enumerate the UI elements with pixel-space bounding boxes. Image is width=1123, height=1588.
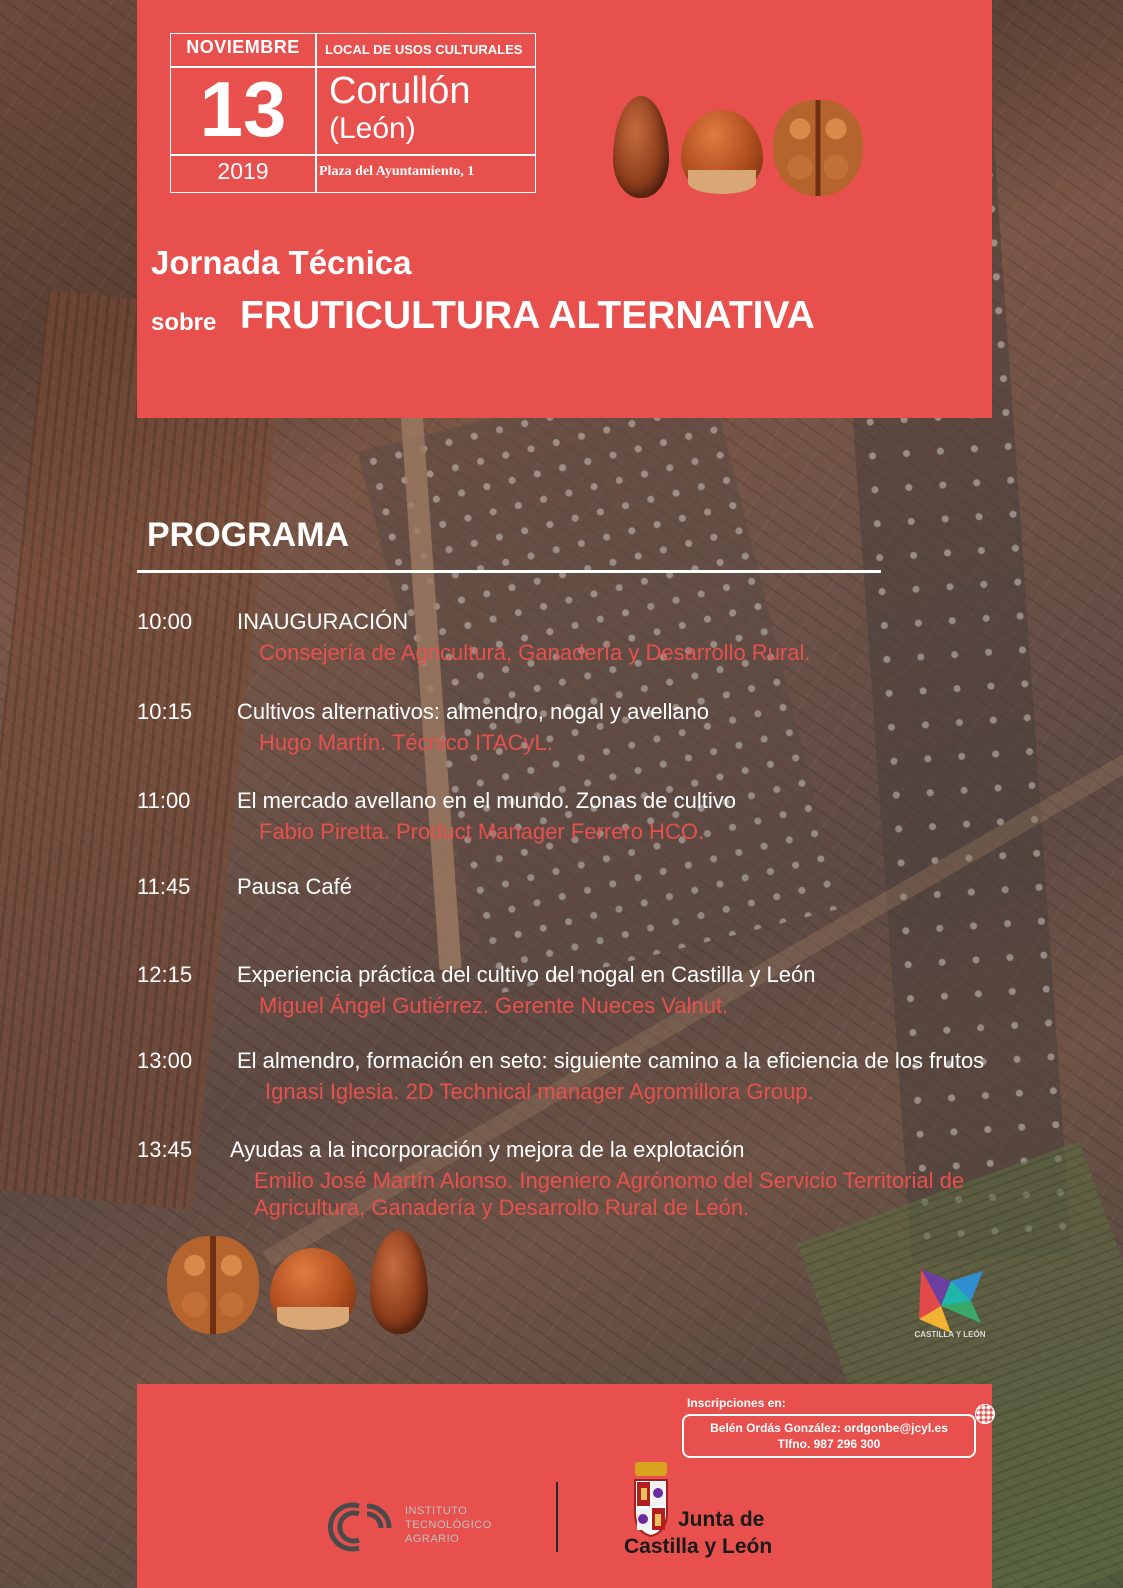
registration-phone: Tlfno. 987 296 300 — [777, 1437, 881, 1451]
program-topic: El almendro, formación en seto: siguiente camino a la eficiencia de los frutos — [237, 1048, 985, 1073]
program-time: 11:00 — [137, 788, 191, 813]
registration-label: Inscripciones en: — [687, 1396, 786, 1410]
ita-logo — [317, 1500, 401, 1554]
program-topic: Experiencia práctica del cultivo del nogal en Castilla y León — [237, 962, 816, 987]
junta-logo-line1: Junta de — [678, 1508, 765, 1531]
program-topic: INAUGURACIÓN — [237, 609, 409, 634]
event-title-line1: Jornada Técnica — [151, 244, 412, 281]
program-time: 13:00 — [137, 1048, 193, 1073]
program-speaker: Miguel Ángel Gutiérrez. Gerente Nueces Valnut. — [259, 993, 729, 1018]
program-heading-rule — [137, 570, 881, 573]
junta-logo-line2: Castilla y León — [624, 1535, 773, 1558]
hazelnut-image — [270, 1248, 356, 1330]
event-venue: LOCAL DE USOS CULTURALES — [325, 42, 523, 57]
event-address: Plaza del Ayuntamiento, 1 — [319, 164, 475, 179]
program-topic: Pausa Café — [237, 874, 352, 899]
ita-logo-line: AGRARIO — [405, 1533, 460, 1545]
walnut-image — [773, 100, 863, 196]
program-time: 10:00 — [137, 609, 193, 634]
event-title-line2: FRUTICULTURA ALTERNATIVA — [240, 294, 815, 337]
program-topic: Ayudas a la incorporación y mejora de la explotación — [230, 1137, 745, 1162]
program-time: 11:45 — [137, 874, 191, 899]
program-speaker: Emilio José Martín Alonso. Ingeniero Agrónomo del Servicio Territorial de — [254, 1168, 965, 1193]
header-panel — [137, 0, 992, 418]
program-topic: El mercado avellano en el mundo. Zonas de cultivo — [237, 788, 736, 813]
program-time: 10:15 — [137, 699, 193, 724]
walnut-image — [167, 1236, 259, 1334]
ita-logo-line: INSTITUTO — [405, 1505, 468, 1517]
globe-icon — [975, 1404, 995, 1424]
event-day: 13 — [199, 65, 287, 153]
junta-shield-logo — [631, 1460, 671, 1538]
program-topic: Cultivos alternativos: almendro, nogal y avellano — [237, 699, 710, 724]
program-time: 13:45 — [137, 1137, 193, 1162]
hazelnut-image — [681, 110, 763, 194]
event-town: Corullón — [329, 70, 471, 112]
event-month: NOVIEMBRE — [186, 37, 300, 57]
program-speaker: Hugo Martín. Técnico ITACyL. — [259, 730, 553, 755]
castilla-y-leon-caption: CASTILLA Y LEÓN — [914, 1330, 986, 1339]
registration-contact-box — [682, 1414, 976, 1458]
event-year: 2019 — [217, 158, 269, 184]
program-speaker: Fabio Piretta. Product Manager Ferrero HCO. — [259, 819, 705, 844]
footer-panel — [137, 1384, 992, 1588]
logo-divider — [556, 1482, 558, 1552]
registration-contact: Belén Ordás González: ordgonbe@jcyl.es — [710, 1421, 948, 1435]
program-speaker: Ignasi Iglesia. 2D Technical manager Agromillora Group. — [265, 1079, 814, 1104]
ita-logo-line: TECNOLÓGICO — [405, 1519, 492, 1531]
program-speaker: Consejería de Agricultura, Ganadería y Desarrollo Rural. — [259, 640, 811, 665]
event-title-prefix: sobre — [151, 309, 217, 336]
date-box — [170, 33, 536, 193]
ita-logo-text — [405, 1504, 492, 1546]
almond-image — [370, 1230, 428, 1334]
program-speaker: Agricultura, Ganadería y Desarrollo Rural de León. — [254, 1195, 750, 1220]
castilla-y-leon-logo — [911, 1261, 991, 1341]
program-heading: PROGRAMA — [147, 516, 350, 554]
divider — [315, 34, 317, 192]
divider — [171, 154, 535, 156]
almond-image — [613, 96, 669, 198]
program-time: 12:15 — [137, 962, 193, 987]
event-province: (León) — [329, 112, 416, 145]
